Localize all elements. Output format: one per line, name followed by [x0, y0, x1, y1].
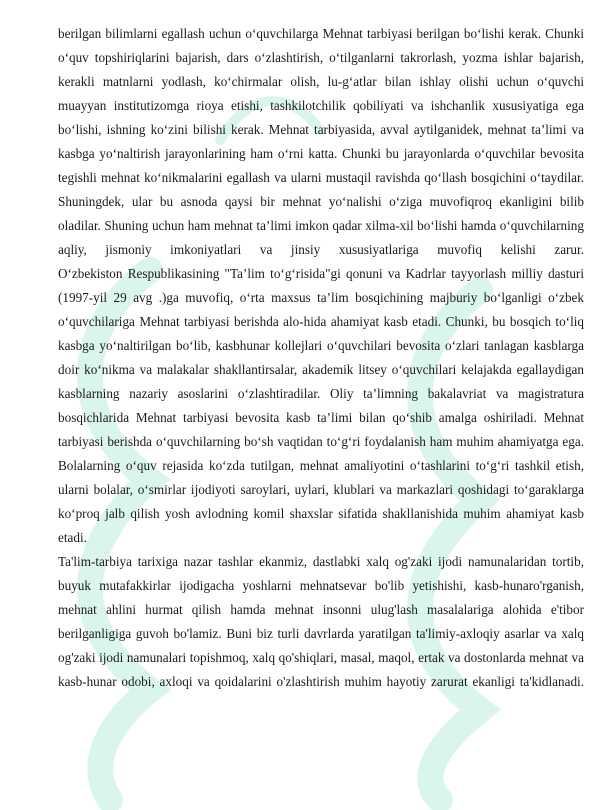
paragraph-2: Oʻzbekiston Respublikasining "Taʼlim toʻgʻrisida"gi qonuni va Kadrlar tayyorlash milliy dasturi (1997-yil 29 avg .)ga muvofiq, oʻrta maxsus taʼlim bosqichining majburiy boʻlganligi oʻzbek oʻquvchilariga Mehnat tarbiyasi berishda alo-hida ahamiyat kasb etadi. Chunki, bu bosqich toʻliq kasbga yoʻnaltirilgan boʻlib, kasbhunar kollejlari oʻquvchilari bevosita oʻzlari tanlagan kasblarga doir koʻnikma va malakalar shakllantirsalar, akademik litsey oʻquvchilari kelajakda egallaydigan kasblarning nazariy asoslarini oʻzlashtiradilar. Oliy taʼlimning bakalavriat va magistratura bosqichlarida Mehnat tarbiyasi bevosita kasb taʼlimi bilan qoʻshib amalga oshiriladi. Mehnat tarbiyasi berishda oʻquvchilarning boʻsh vaqtidan toʻgʻri foydalanish ham muhim ahamiyatga ega. Bolalarning oʻquv rejasida koʻzda tutilgan, mehnat amaliyotini oʻtashlarini toʻgʻri tashkil etish, ularni bolalar, oʻsmirlar ijodiyoti saroylari, uylari, klublari va markazlari qoshidagi toʻgaraklarga koʻproq jalb qilish yosh avlodning komil shaxslar sifatida shakllanishida muhim ahamiyat kasb etadi.	[58, 266, 584, 545]
paragraph-3: Ta'lim-tarbiya tarixiga nazar tashlar ekanmiz, dastlabki xalq og'zaki ijodi namunalaridan tortib, buyuk mutafakkirlar ijodigacha yoshlarni mehnatsevar bo'lib yetishishi, kasb-hunaro'rganish, mehnat ahlini hurmat qilish hamda mehnat insonni ulug'lash masalalariga alohida e'tibor berilganligiga guvoh bo'lamiz. Buni biz turli davrlarda yaratilgan ta'limiy-axloqiy asarlar va xalq og'zaki ijodi namunalari topishmoq, xalq qo'shiqlari, masal, maqol, ertak va dostonlarda mehnat va kasb-hunar odobi, axloqi va qoidalarini o'zlashtirish muhim hayotiy zarurat ekanligi ta'kidlanadi.	[58, 554, 584, 689]
paragraph-1: berilgan bilimlarni egallash uchun oʻquvchilarga Mehnat tarbiyasi berilgan boʻlishi kerak. Chunki oʻquv topshiriqlarini bajarish, dars oʻzlashtirish, oʻtilganlarni takrorlash, yozma ishlar bajarish, kerakli matnlarni yodlash, koʻchirmalar olish, lu-gʻatlar bilan ishlay olishi uchun oʻquvchi muayyan institutizomga rioya etishi, tashkilotchilik qobiliyati va ishchanlik xususiyatiga ega boʻlishi, ishning koʻzini bilishi kerak. Mehnat tarbiyasida, avval aytilganidek, mehnat taʼlimi va kasbga yoʻnaltirish jarayonlarining ham oʻrni katta. Chunki bu jarayonlarda oʻquvchilar bevosita tegishli mehnat koʻnikmalarini egallash va ularni mustaqil ravishda qoʻllash bosqichini oʻtaydilar. Shuningdek, ular bu asnoda qaysi bir mehnat yoʻnalishi oʻziga muvofiqroq ekanligini bilib oladilar. Shuning uchun ham mehnat taʼlimi imkon qadar xilma-xil boʻlishi hamda oʻquvchilarning aqliy, jismoniy imkoniyatlari va jinsiy xususiyatlariga muvofiq kelishi zarur.	[58, 26, 584, 257]
document-body	[58, 22, 584, 694]
